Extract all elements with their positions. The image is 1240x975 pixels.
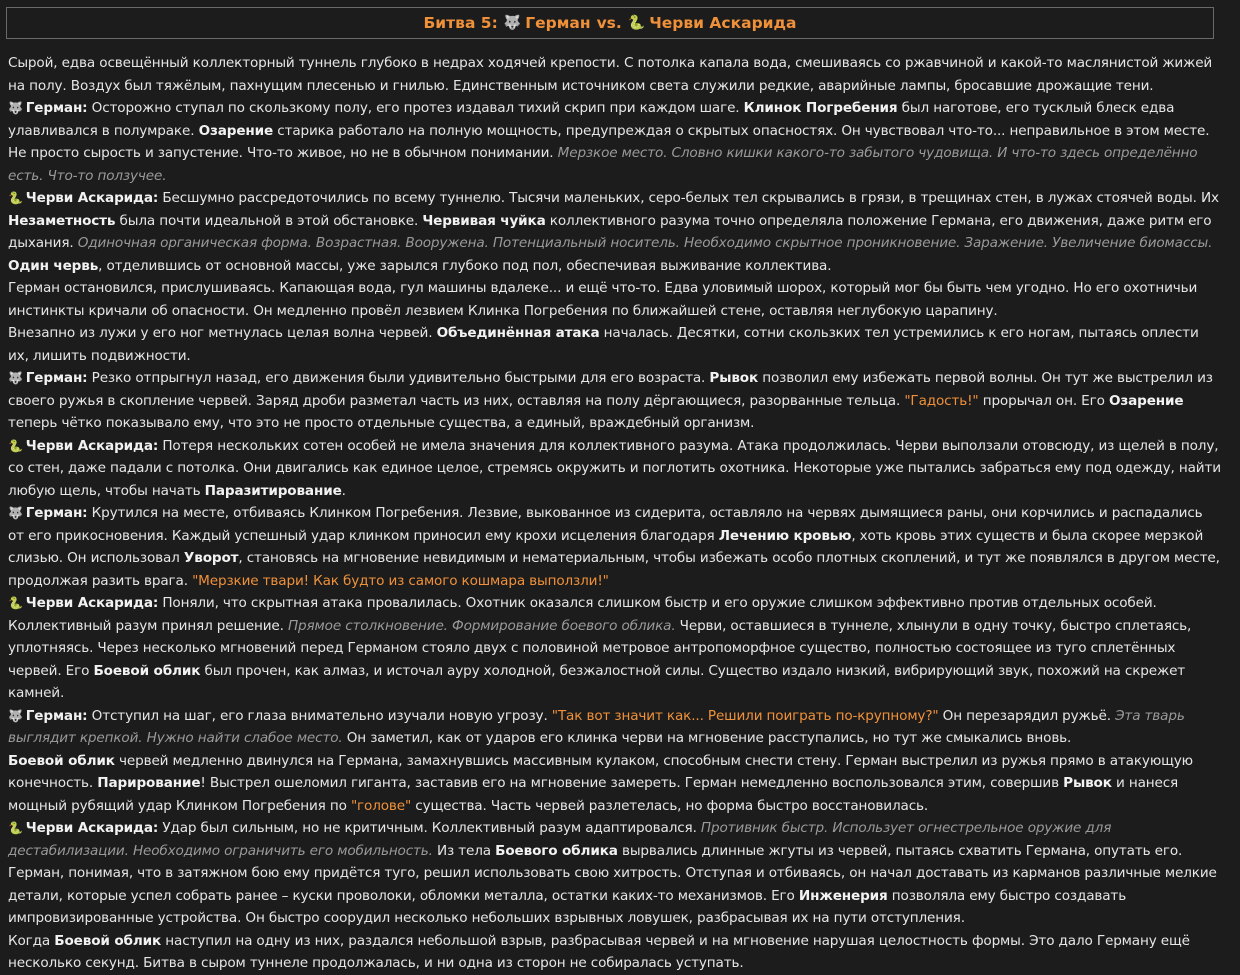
narrative-text: Резко отпрыгнул назад, его движения были удивительно быстрыми для его возраста. bbox=[87, 370, 710, 386]
narrative-text: теперь чётко показывало ему, что это не просто отдельные существа, а единый, враждебный организм. bbox=[8, 415, 755, 431]
wolf-icon: 🐺 bbox=[8, 708, 23, 723]
bold-term: Инженерия bbox=[798, 887, 888, 904]
narrative-text: ! Выстрел ошеломил гиганта, заставив его на мгновение замереть. Герман немедленно воспользовался этим, совершив bbox=[200, 775, 1064, 791]
bold-term: Боевой облик bbox=[93, 662, 201, 679]
inner-thought: Эта тварь выглядит крепкой. Нужно найти слабое место. bbox=[8, 707, 1185, 746]
bold-term: Червивая чуйка bbox=[422, 212, 546, 229]
narrative-text: прорычал он. Его bbox=[978, 392, 1109, 409]
narrative-text: Внезапно из лужи у его ног метнулась целая волна червей. bbox=[8, 325, 437, 341]
narrative-text: , отделившись от основной массы, уже зарылся глубоко под пол, обеспечивая выживание коллектива. bbox=[98, 257, 832, 274]
narrative-paragraph bbox=[8, 862, 1222, 930]
narrative-text: Отступил на шаг, его глаза внимательно изучали новую угрозу. bbox=[87, 707, 552, 724]
narrative-text: Из тела bbox=[432, 842, 496, 859]
narrative-text: Бесшумно рассредоточились по всему туннелю. Тысячи маленьких, серо-белых тел скрывались в грязи, в трещинах стен, в лужах стоячей воды. Их bbox=[158, 190, 1219, 206]
wolf-icon: 🐺 bbox=[8, 101, 23, 115]
bold-term: Герман: bbox=[25, 370, 88, 386]
wolf-icon: 🐺 bbox=[503, 15, 522, 31]
battle-title-prefix: Битва 5: bbox=[423, 14, 498, 32]
narrative-text: была почти идеальной в этой обстановке. bbox=[115, 212, 423, 229]
bold-term: Озарение bbox=[198, 122, 274, 139]
narrative-text: Поняли, что скрытная атака провалилась. Охотник оказался слишком быстр и его оружие слишком эффективно против отдельных особей. Коллективный разум принял решение. bbox=[8, 595, 1157, 634]
snake-icon: 🐍 bbox=[8, 821, 23, 835]
narrative-text: червей медленно двинулся на Германа, замахнувшись массивным кулаком, способным снести стену. Герман выстрелил из ружья прямо в атакующую конечность. bbox=[8, 752, 1193, 791]
bold-term: Объединённая атака bbox=[436, 325, 600, 341]
narrative-text: Герман остановился, прислушиваясь. Капающая вода, гул машины вдалеке... и ещё что-то. Едва уловимый шорох, который мог бы быть чем угодно. Но его охотничьи инстинкты кричали об опасности. Он медленно провёл лезвием Клинка Погребения по ближайшей стене, оставляя неглубокую царапину. bbox=[8, 280, 1198, 319]
bold-term: Парирование bbox=[97, 775, 201, 791]
wolf-icon: 🐺 bbox=[8, 506, 23, 520]
bold-term: Черви Аскарида: bbox=[25, 437, 159, 454]
narrative-text: Когда bbox=[8, 932, 55, 949]
narrative-text: позволил ему избежать первой волны. Он тут же выстрелил из своего ружья в скопление червей. Заряд дроби разметал часть из них, оставляя на полу дёргающиеся, разорванные тельца. bbox=[8, 370, 1213, 409]
narrative-paragraph bbox=[8, 817, 1222, 862]
narrative-text: Он заметил, как от ударов его клинка черви на мгновение расступались, но тут же смыкались вновь. bbox=[342, 730, 1072, 746]
bold-term: Рывок bbox=[709, 370, 759, 386]
snake-icon: 🐍 bbox=[8, 438, 23, 453]
bold-term: Черви Аскарида: bbox=[25, 595, 159, 611]
narrative-text: коллективного разума точно определяла положение Германа, его движения, даже ритм его дыхания. bbox=[8, 212, 1212, 251]
narrative-paragraph bbox=[8, 930, 1222, 975]
narrative-text: наступил на одну из них, раздался небольшой взрыв, разбрасывая червей и на мгновение нарушая целостность формы. Это дало Герману ещё несколько секунд. Битва в сыром туннеле продолжалась, и ни одна из сторон не собиралась уступать. bbox=[8, 932, 1190, 971]
narrative-text: Крутился на месте, отбиваясь Клинком Погребения. Лезвие, выкованное из сидерита, оставляло на червях дымящиеся раны, они корчились и распадались от его прикосновения. Каждый успешный удар клинком приносил ему крохи исцеления благодаря bbox=[8, 505, 1203, 544]
narrative-text: вырвались длинные жгуты из червей, пытаясь схватить Германа, опутать его. bbox=[617, 842, 1183, 859]
wolf-icon: 🐺 bbox=[8, 371, 23, 385]
bold-term: Герман: bbox=[25, 707, 88, 724]
narrative-text: началась. Десятки, сотни скользких тел устремились к его ногам, пытаясь оплести их, лишить подвижности. bbox=[8, 325, 1199, 364]
narrative-paragraph bbox=[8, 187, 1222, 277]
narrative-paragraph bbox=[8, 750, 1222, 818]
spoken-quote: "Мерзкие твари! Как будто из самого кошмара выползли!" bbox=[192, 572, 609, 589]
narrative-text: позволяла ему быстро создавать импровизированные устройства. Он быстро соорудил несколько небольших взрывных ловушек, разбрасывая их на пути отступления. bbox=[8, 887, 1127, 926]
narrative-text: Черви, оставшиеся в туннеле, хлынули в одну точку, быстро сплетаясь, уплотняясь. Через несколько мгновений перед Германом стояло двух с половиной метровое антропоморфное существо, полностью состоящее из туго сплетённых червей. Его bbox=[8, 617, 1192, 679]
snake-icon: 🐍 bbox=[8, 191, 23, 205]
bold-term: Боевого облика bbox=[495, 842, 618, 859]
bold-term: Герман: bbox=[25, 100, 88, 116]
snake-icon: 🐍 bbox=[8, 596, 23, 610]
narrative-paragraph bbox=[8, 322, 1222, 367]
narrative-text: старика работало на полную мощность, предупреждая о скрытых опасностях. Он чувствовал что-то... неправильное в этом месте. Не просто сырость и запустение. Что-то живое, но не в обычном понимании. bbox=[8, 122, 1210, 161]
bold-term: Незаметность bbox=[8, 212, 116, 229]
narrative-text: , становясь на мгновение невидимым и нематериальным, чтобы избежать особо плотных скоплений, и тут же появлялся в другом месте, продолжая разить врага. bbox=[8, 550, 1220, 589]
spoken-quote: "голове" bbox=[350, 797, 412, 814]
narrative-paragraph bbox=[8, 435, 1222, 503]
bold-term: Уворот bbox=[183, 550, 239, 566]
vs-label: vs. bbox=[596, 14, 622, 32]
bold-term: Боевой облик bbox=[54, 932, 162, 949]
narrative-text: и нанеся мощный рубящий удар Клинком Погребения по bbox=[8, 775, 1179, 814]
narrative-text: Удар был сильным, но не критичным. Коллективный разум адаптировался. bbox=[158, 820, 701, 836]
spoken-quote: "Так вот значит как... Решили поиграть по-крупному?" bbox=[551, 707, 939, 724]
narrative-paragraph bbox=[8, 592, 1222, 705]
narrative-text: был наготове, его тусклый блеск едва улавливался в полумраке. bbox=[8, 100, 1175, 139]
narrative-paragraph bbox=[8, 367, 1222, 435]
narrative-paragraph bbox=[8, 502, 1222, 592]
narrative-text: , хоть кровь этих существ и была скорее мерзкой слизью. Он использовал bbox=[8, 527, 1204, 566]
battle-title-bar bbox=[6, 7, 1214, 39]
inner-thought: Одиночная органическая форма. Возрастная. Вооружена. Потенциальный носитель. Необходимо скрытное проникновение. Заражение. Увеличение биомассы. bbox=[77, 235, 1213, 251]
bold-term: Рывок bbox=[1063, 775, 1112, 791]
bold-term: Один червь bbox=[8, 257, 99, 274]
bold-term: Боевой облик bbox=[8, 752, 115, 769]
bold-term: Лечению кровью bbox=[718, 527, 852, 544]
bold-term: Озарение bbox=[1108, 392, 1184, 409]
narrative-text: был прочен, как алмаз, и источал ауру холодной, безжалостной силы. Существо издало низкий, вибрирующий звук, похожий на скрежет камней. bbox=[8, 662, 1186, 701]
snake-icon: 🐍 bbox=[627, 15, 646, 31]
battle-narrative bbox=[8, 52, 1222, 975]
narrative-text: . bbox=[341, 482, 346, 499]
inner-thought: Противник быстр. Использует огнестрельное оружие для дестабилизации. Необходимо ограничить его мобильность. bbox=[8, 820, 1112, 859]
narrative-text: Осторожно ступал по скользкому полу, его протез издавал тихий скрип при каждом шаге. bbox=[87, 100, 744, 116]
fighter2-name: Черви Аскарида bbox=[649, 14, 797, 32]
spoken-quote: "Гадость!" bbox=[904, 392, 979, 409]
bold-term: Клинок Погребения bbox=[743, 100, 898, 116]
narrative-text: Он перезарядил ружьё. bbox=[938, 707, 1116, 724]
bold-term: Черви Аскарида: bbox=[25, 820, 159, 836]
inner-thought: Мерзкое место. Словно кишки какого-то забытого чудовища. И что-то здесь определённо есть. Что-то ползучее. bbox=[8, 145, 1198, 184]
narrative-paragraph bbox=[8, 97, 1222, 187]
inner-thought: Прямое столкновение. Формирование боевого облика. bbox=[287, 617, 676, 634]
narrative-paragraph bbox=[8, 52, 1222, 97]
narrative-text: Герман, понимая, что в затяжном бою ему придётся туго, решил использовать свою хитрость. Отступая и отбиваясь, он начал доставать из карманов различные мелкие детали, которые успел собрать ранее – куски проволоки, обломки металла, остатки каких-то механизмов. Его bbox=[8, 865, 1217, 904]
narrative-paragraph bbox=[8, 277, 1222, 322]
bold-term: Герман: bbox=[25, 505, 88, 521]
bold-term: Черви Аскарида: bbox=[25, 190, 159, 206]
narrative-text: существа. Часть червей разлетелась, но форма быстро восстановилась. bbox=[411, 797, 929, 814]
narrative-text: Потеря нескольких сотен особей не имела значения для коллективного разума. Атака продолжилась. Черви выползали отовсюду, из щелей в полу, со стен, даже падали с потолка. Они двигались как единое целое, стремясь окружить и поглотить охотника. Некоторые уже пытались забраться ему под одежду, найти любую щель, чтобы начать bbox=[8, 437, 1221, 499]
narrative-paragraph bbox=[8, 705, 1222, 750]
bold-term: Паразитирование bbox=[204, 482, 342, 499]
fighter1-name: Герман bbox=[525, 14, 591, 32]
narrative-text: Сырой, едва освещённый коллекторный туннель глубоко в недрах ходячей крепости. С потолка капала вода, смешиваясь со ржавчиной и какой-то маслянистой жижей на полу. Воздух был тяжёлым, пахнущим плесенью и гнилью. Единственным источником света служили редкие, аварийные лампы, бросавшие дрожащие тени. bbox=[8, 55, 1213, 94]
